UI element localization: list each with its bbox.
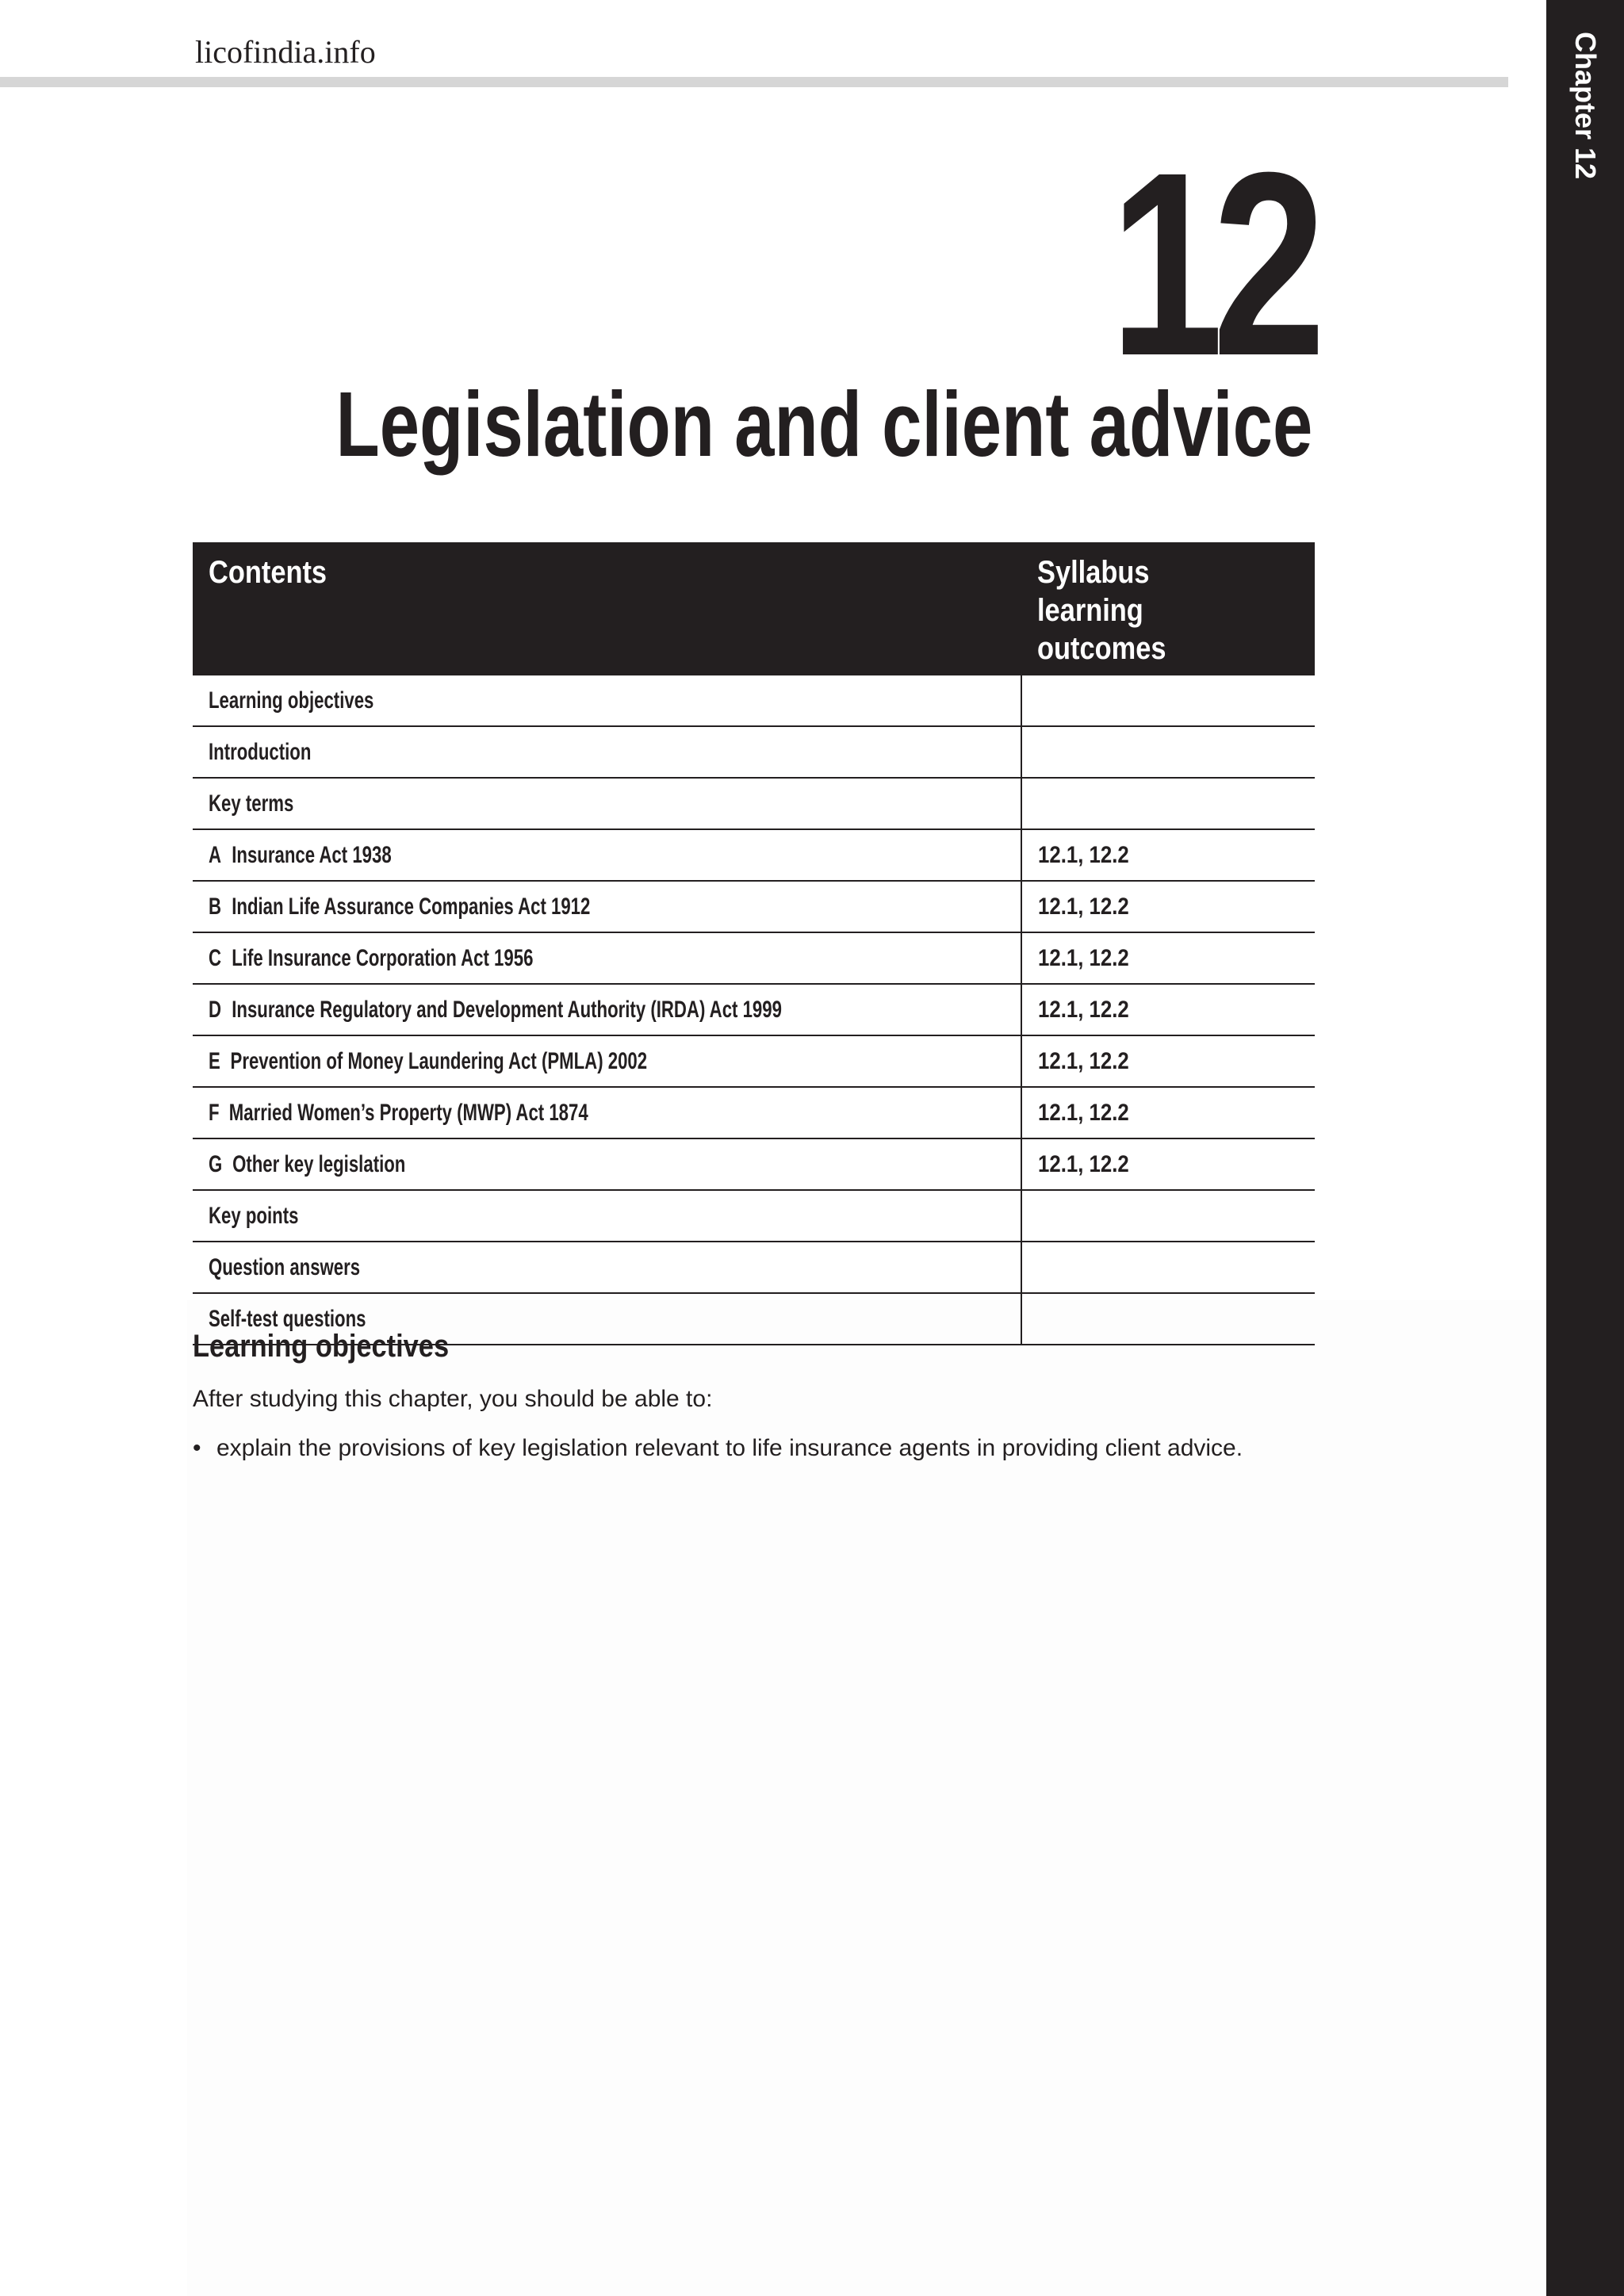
- row-title: D Insurance Regulatory and Development Authority (IRDA) Act 1999: [193, 984, 1021, 1035]
- contents-header-row: [193, 542, 1315, 675]
- row-outcomes: [1021, 1293, 1315, 1345]
- row-title: Key points: [193, 1190, 1021, 1242]
- learning-objectives-intro: After studying this chapter, you should be able to:: [193, 1386, 713, 1412]
- learning-objective-item: • explain the provisions of key legislation relevant to life insurance agents in providing client advice.: [193, 1435, 1243, 1461]
- row-outcomes: 12.1, 12.2: [1021, 1138, 1315, 1190]
- chapter-number: 12: [1109, 117, 1315, 410]
- table-row: [193, 1138, 1315, 1190]
- row-outcomes: 12.1, 12.2: [1021, 1087, 1315, 1138]
- bullet-icon: •: [193, 1435, 201, 1461]
- table-row: [193, 881, 1315, 932]
- row-title: E Prevention of Money Laundering Act (PMLA) 2002: [193, 1035, 1021, 1087]
- outcomes-header: Syllabus learning outcomes: [1021, 542, 1315, 675]
- row-outcomes: [1021, 726, 1315, 778]
- row-outcomes: 12.1, 12.2: [1021, 984, 1315, 1035]
- row-title: Introduction: [193, 726, 1021, 778]
- chapter-side-tab: [1546, 0, 1624, 2296]
- row-outcomes: [1021, 1190, 1315, 1242]
- table-row: [193, 932, 1315, 984]
- learning-objectives-heading: Learning objectives: [193, 1329, 450, 1364]
- table-row: [193, 829, 1315, 881]
- table-row: [193, 675, 1315, 726]
- header-rule: [0, 77, 1508, 87]
- row-title: B Indian Life Assurance Companies Act 1912: [193, 881, 1021, 932]
- row-outcomes: [1021, 675, 1315, 726]
- row-title: Question answers: [193, 1242, 1021, 1293]
- row-outcomes: 12.1, 12.2: [1021, 932, 1315, 984]
- chapter-side-label: Chapter 12: [1569, 32, 1602, 180]
- site-name: licofindia.info: [195, 34, 376, 70]
- row-outcomes: [1021, 1242, 1315, 1293]
- row-outcomes: [1021, 778, 1315, 829]
- row-title: Key terms: [193, 778, 1021, 829]
- table-row: [193, 726, 1315, 778]
- row-title: G Other key legislation: [193, 1138, 1021, 1190]
- contents-header: Contents: [193, 542, 1021, 675]
- table-row: [193, 1087, 1315, 1138]
- table-row: [193, 1242, 1315, 1293]
- row-outcomes: 12.1, 12.2: [1021, 881, 1315, 932]
- row-title: C Life Insurance Corporation Act 1956: [193, 932, 1021, 984]
- row-outcomes: 12.1, 12.2: [1021, 829, 1315, 881]
- row-title: F Married Women’s Property (MWP) Act 1874: [193, 1087, 1021, 1138]
- contents-table: [193, 542, 1315, 1345]
- chapter-title: Legislation and client advice: [335, 373, 1312, 476]
- row-outcomes: 12.1, 12.2: [1021, 1035, 1315, 1087]
- row-title: A Insurance Act 1938: [193, 829, 1021, 881]
- row-title: Learning objectives: [193, 675, 1021, 726]
- table-row: [193, 778, 1315, 829]
- table-row: [193, 984, 1315, 1035]
- row-title: Self-test questions: [193, 1293, 1021, 1345]
- table-row: [193, 1035, 1315, 1087]
- table-row: [193, 1190, 1315, 1242]
